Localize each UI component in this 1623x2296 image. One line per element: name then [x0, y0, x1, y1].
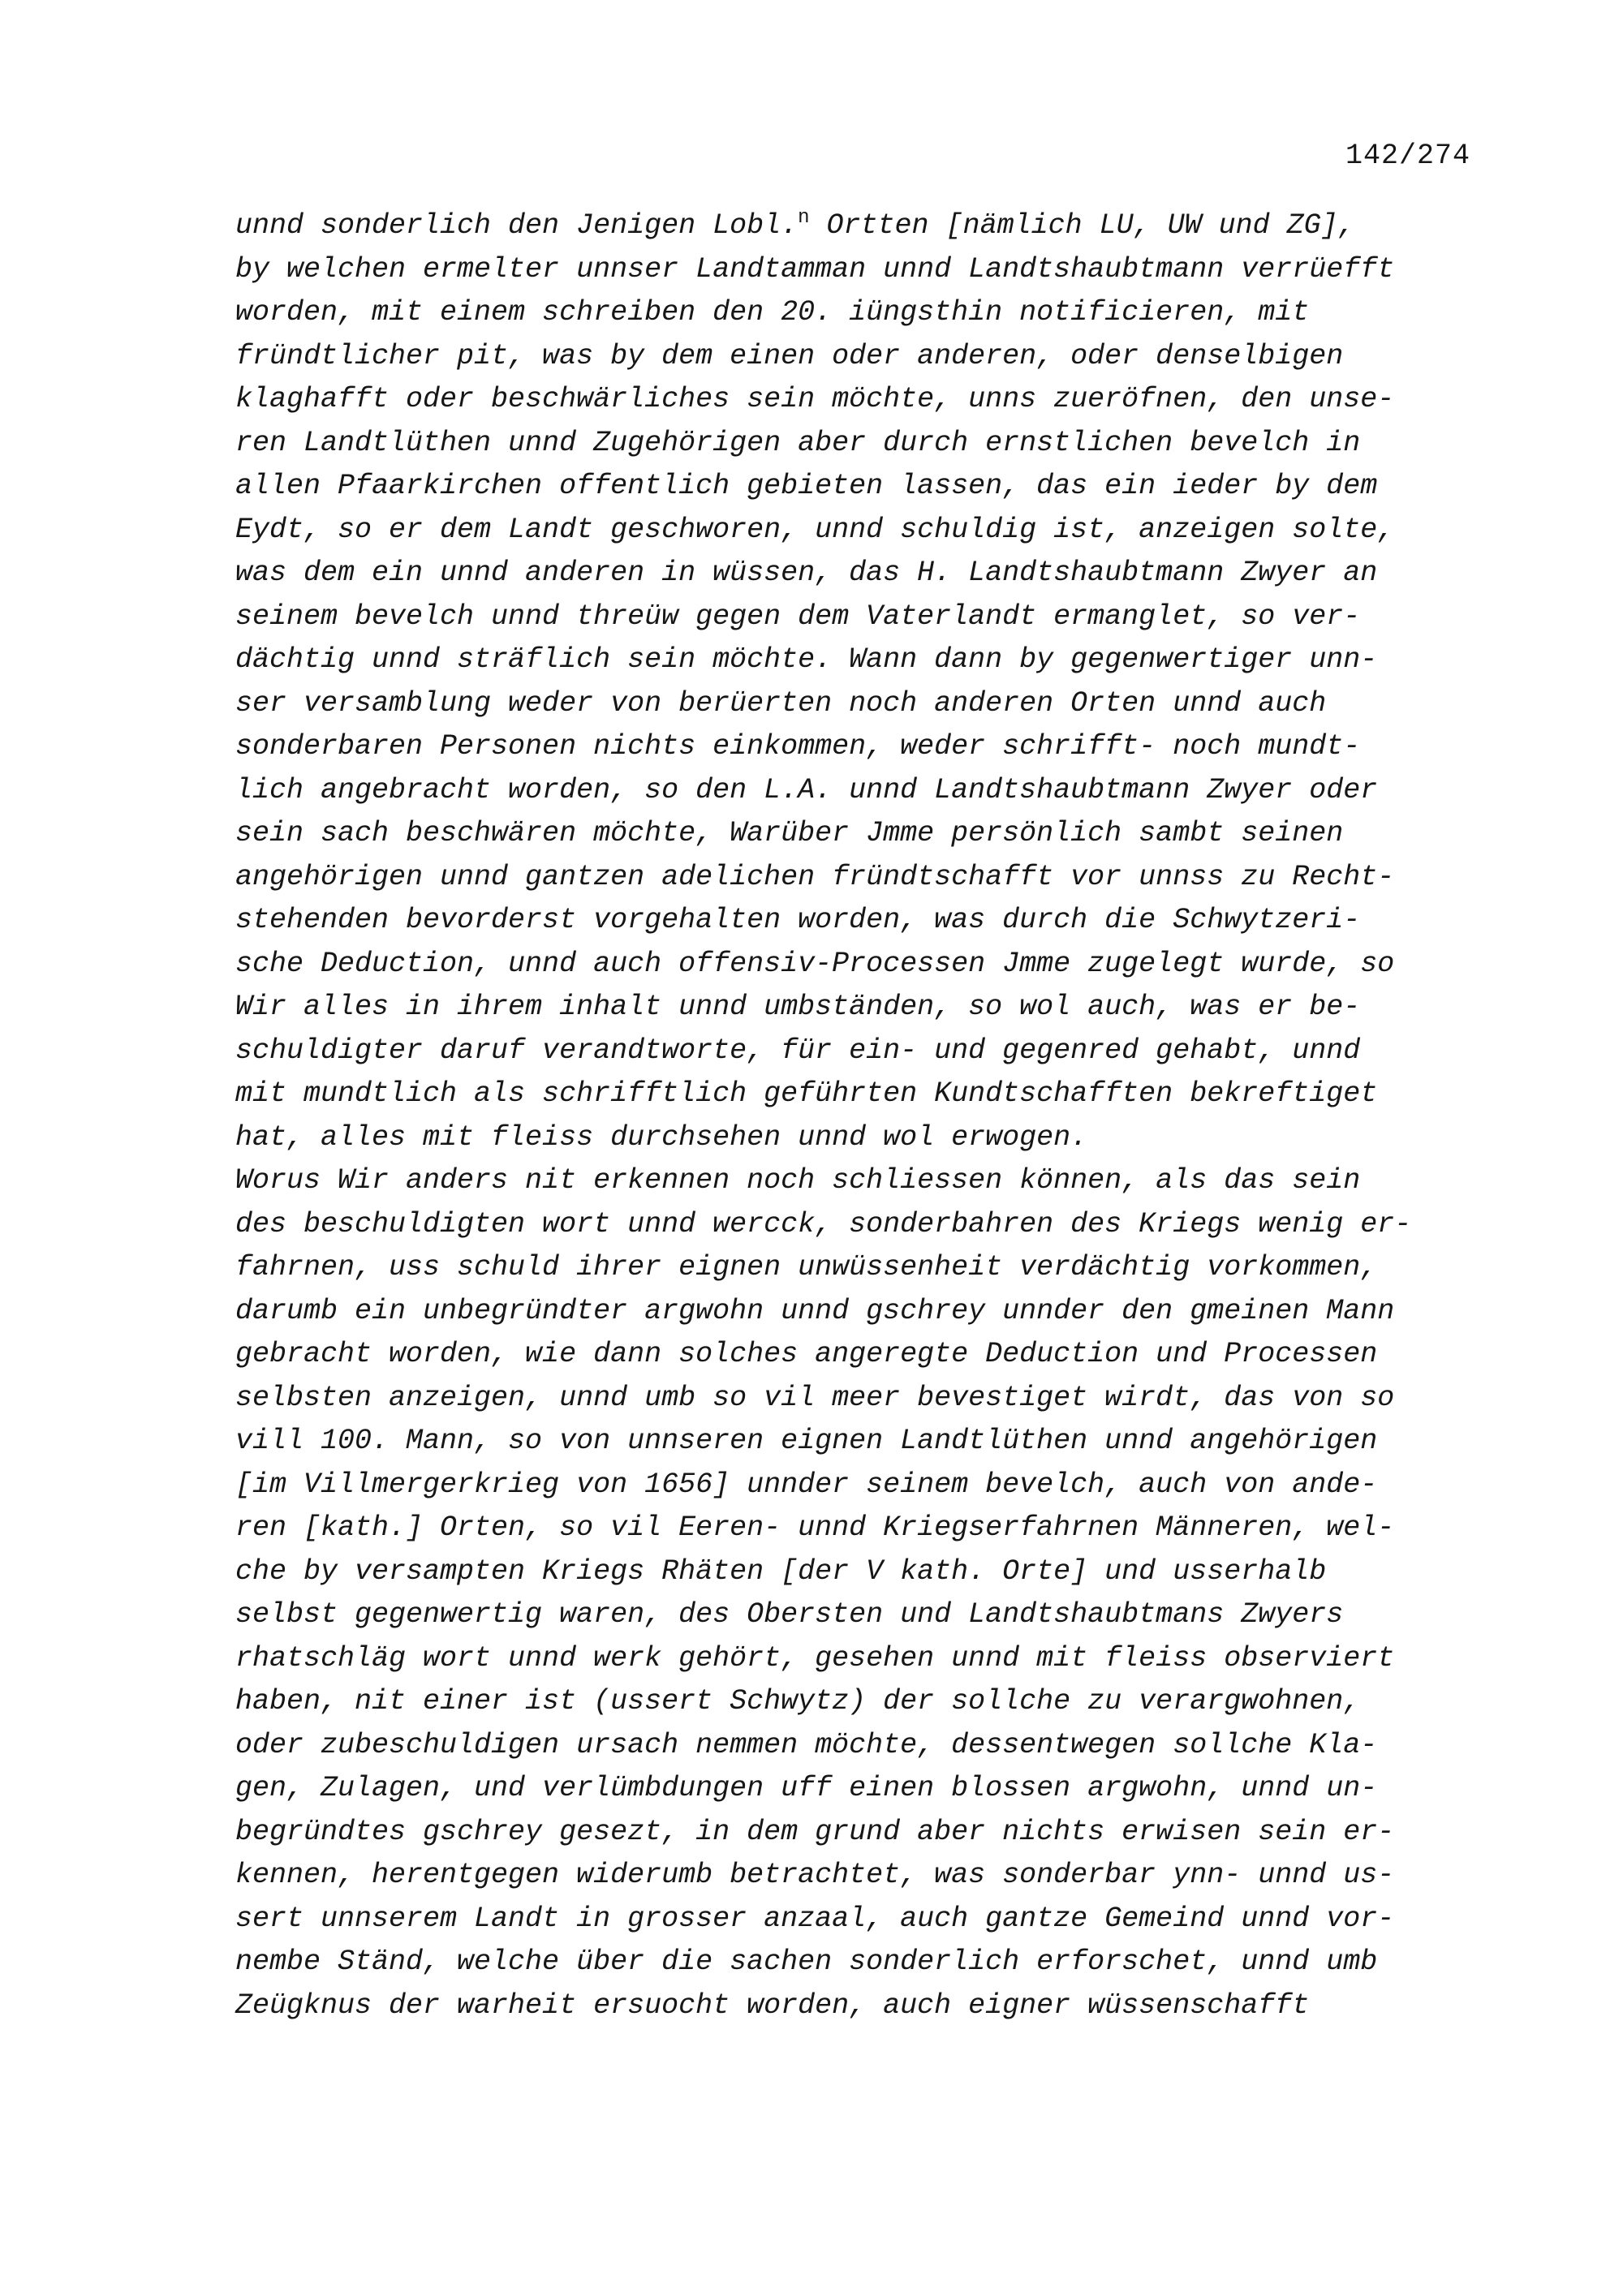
- text-line: seinem bevelch unnd threüw gegen dem Vaterlandt ermanglet, so ver-: [235, 600, 1361, 633]
- text-line: ser versamblung weder von berüerten noch anderen Orten unnd auch: [235, 686, 1327, 720]
- text-line: des beschuldigten wort unnd wercck, sonderbahren des Kriegs wenig er-: [235, 1207, 1412, 1240]
- text-line: selbsten anzeigen, unnd umb so vil meer bevestiget wirdt, das von so: [235, 1381, 1395, 1414]
- body-text: [235, 204, 1501, 2027]
- text-line: rhatschläg wort unnd werk gehört, gesehen unnd mit fleiss observiert: [235, 1641, 1395, 1675]
- text-line: darumb ein unbegründter argwohn unnd gschrey unnder den gmeinen Mann: [235, 1294, 1395, 1327]
- text-segment: unnd sonderlich den Jenigen Lobl.: [235, 209, 799, 242]
- text-line: schuldigter daruf verandtworte, für ein- und gegenred gehabt, unnd: [235, 1034, 1361, 1067]
- text-line: haben, nit einer ist (ussert Schwytz) der sollche zu verargwohnen,: [235, 1685, 1361, 1718]
- text-segment: Ortten [nämlich LU, UW und ZG],: [809, 209, 1355, 242]
- text-line: selbst gegenwertig waren, des Obersten und Landtshaubtmans Zwyers: [235, 1598, 1344, 1631]
- page-number: 142/274: [1345, 140, 1470, 172]
- text-line: allen Pfaarkirchen offentlich gebieten lassen, das ein ieder by dem: [235, 470, 1378, 502]
- text-line: nembe Ständ, welche über die sachen sonderlich erforschet, unnd umb: [235, 1946, 1378, 1978]
- text-line: kennen, herentgegen widerumb betrachtet, was sonderbar ynn- unnd us-: [235, 1859, 1395, 1891]
- text-line: sert unnserem Landt in grosser anzaal, auch gantze Gemeind unnd vor-: [235, 1902, 1395, 1935]
- text-line: Worus Wir anders nit erkennen noch schliessen können, als das sein: [235, 1164, 1361, 1197]
- text-line: begründtes gschrey gesezt, in dem grund aber nichts erwisen sein er-: [235, 1815, 1395, 1848]
- text-line: lich angebracht worden, so den L.A. unnd Landtshaubtmann Zwyer oder: [235, 773, 1378, 806]
- text-line: sonderbaren Personen nichts einkommen, weder schrifft- noch mundt-: [235, 730, 1361, 763]
- text-line: [im Villmergerkrieg von 1656] unnder seinem bevelch, auch von ande-: [235, 1468, 1378, 1501]
- text-line: Zeügknus der warheit ersuocht worden, auch eigner wüssenschafft: [235, 1989, 1310, 2022]
- text-line: che by versampten Kriegs Rhäten [der V kath. Orte] und usserhalb: [235, 1554, 1327, 1588]
- text-line: ren [kath.] Orten, so vil Eeren- unnd Kriegserfahrnen Männeren, wel-: [235, 1511, 1395, 1544]
- text-line: ren Landtlüthen unnd Zugehörigen aber durch ernstlichen bevelch in: [235, 426, 1361, 459]
- superscript: n: [798, 206, 810, 229]
- text-line: Eydt, so er dem Landt geschworen, unnd schuldig ist, anzeigen solte,: [235, 513, 1395, 546]
- text-line: angehörigen unnd gantzen adelichen fründtschafft vor unnss zu Recht-: [235, 860, 1395, 893]
- text-line: worden, mit einem schreiben den 20. iüngsthin notificieren, mit: [235, 296, 1310, 329]
- text-line: Wir alles in ihrem inhalt unnd umbständen, so wol auch, was er be-: [235, 991, 1361, 1023]
- text-line: fründtlicher pit, was by dem einen oder anderen, oder denselbigen: [235, 339, 1344, 372]
- text-line: was dem ein unnd anderen in wüssen, das H. Landtshaubtmann Zwyer an: [235, 557, 1378, 589]
- text-line: sein sach beschwären möchte, Warüber Jmme persönlich sambt seinen: [235, 817, 1344, 849]
- text-line: dächtig unnd sträflich sein möchte. Wann dann by gegenwertiger unn-: [235, 643, 1378, 676]
- text-line: oder zubeschuldigen ursach nemmen möchte, dessentwegen sollche Kla-: [235, 1728, 1378, 1761]
- text-line: stehenden bevorderst vorgehalten worden, was durch die Schwytzeri-: [235, 904, 1361, 936]
- text-line: hat, alles mit fleiss durchsehen unnd wol erwogen.: [235, 1120, 1088, 1154]
- text-line: klaghafft oder beschwärliches sein möchte, unns zueröfnen, den unse-: [235, 383, 1395, 415]
- text-line: sche Deduction, unnd auch offensiv-Processen Jmme zugelegt wurde, so: [235, 947, 1395, 980]
- text-line: gebracht worden, wie dann solches angeregte Deduction und Processen: [235, 1338, 1378, 1370]
- text-line: vill 100. Mann, so von unnseren eignen Landtlüthen unnd angehörigen: [235, 1425, 1378, 1457]
- text-line: [235, 204, 1501, 248]
- text-line: by welchen ermelter unnser Landtamman unnd Landtshaubtmann verrüefft: [235, 252, 1395, 286]
- text-line: mit mundtlich als schrifftlich geführten Kundtschafften bekreftiget: [235, 1077, 1378, 1110]
- text-line: fahrnen, uss schuld ihrer eignen unwüssenheit verdächtig vorkommen,: [235, 1251, 1378, 1283]
- text-line: gen, Zulagen, und verlümbdungen uff einen blossen argwohn, unnd un-: [235, 1772, 1378, 1804]
